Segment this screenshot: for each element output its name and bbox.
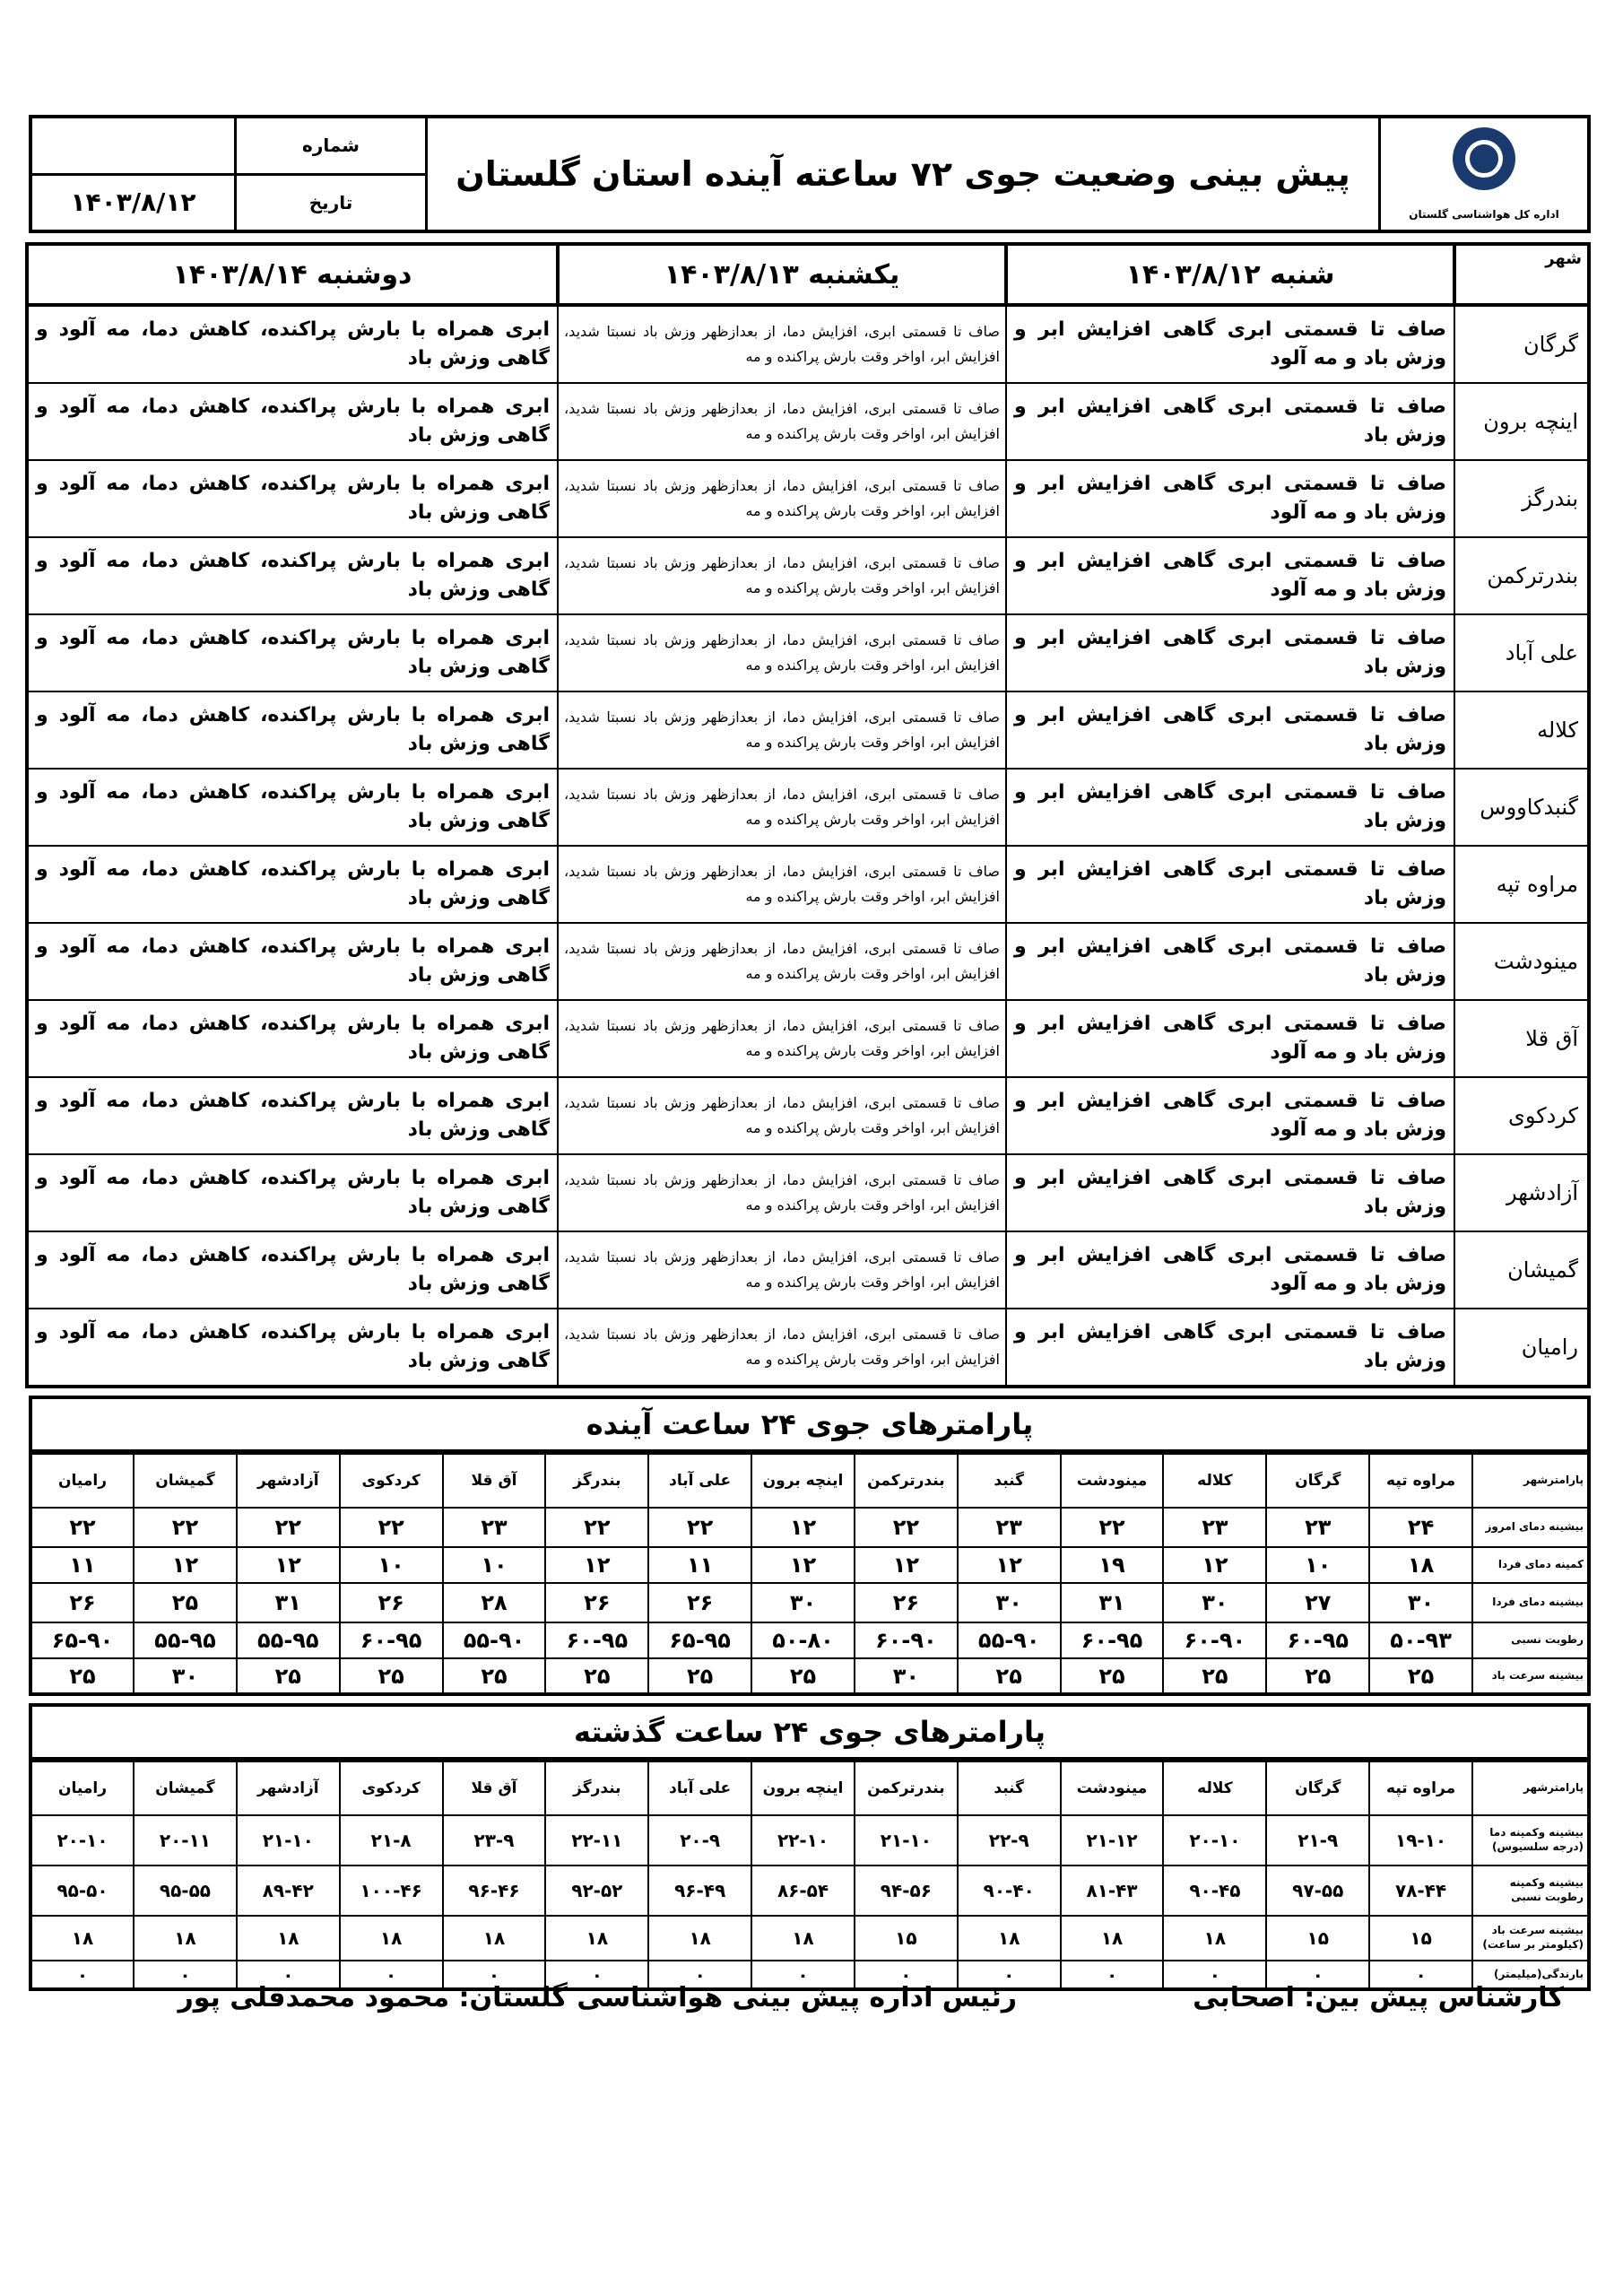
param-value: ۰ [237, 1961, 340, 1989]
param-value: ۳۱ [237, 1583, 340, 1622]
param-city-header: کردکوی [340, 1761, 443, 1815]
forecast-row [27, 923, 1589, 1000]
forecast-city: آزادشهر [1454, 1154, 1589, 1231]
param-value: ۱۹ [1061, 1547, 1164, 1583]
param-city-header: آزادشهر [237, 1761, 340, 1815]
param-value: ۲۳-۹ [443, 1815, 546, 1866]
param-value: ۱۸ [751, 1916, 855, 1961]
param-value: ۲۲ [1061, 1508, 1164, 1547]
param-value: ۱۵ [1369, 1916, 1472, 1961]
param-value: ۲۰-۹ [648, 1815, 751, 1866]
param-row-label: بیشینه دمای فردا [1472, 1583, 1589, 1622]
param-corner: پارامترشهر [1472, 1454, 1589, 1508]
forecast-city: اینچه برون [1454, 383, 1589, 460]
param-value: ۲۵ [648, 1658, 751, 1694]
param-value: ۶۰-۹۵ [545, 1622, 648, 1658]
param-city-header: کلاله [1163, 1454, 1266, 1508]
param-value: ۱۸ [134, 1916, 237, 1961]
forecast-row [27, 460, 1589, 537]
param-value: ۱۸ [1061, 1916, 1164, 1961]
param-value: ۱۹-۱۰ [1369, 1815, 1472, 1866]
forecast-city: کردکوی [1454, 1077, 1589, 1154]
param-row [30, 1916, 1589, 1961]
forecast-day2-text: صاف تا قسمتی ابری، افزایش دما، از بعدازظهر وزش باد نسبتا شدید، افزایش ابر، اواخر وقت بارش پراکنده و مه [558, 305, 1006, 383]
next24-title: پارامترهای جوی ۲۴ ساعت آینده [29, 1396, 1591, 1453]
forecaster-name: کارشناس پیش بین: اصحابی [1193, 1982, 1564, 2013]
param-value: ۸۹-۴۲ [237, 1866, 340, 1916]
param-value: ۲۳ [958, 1508, 1061, 1547]
forecast-day3-text: ابری همراه با بارش پراکنده، کاهش دما، مه آلود و گاهی وزش باد [27, 769, 558, 846]
param-value: ۱۱ [648, 1547, 751, 1583]
param-city-header: بندرترکمن [855, 1761, 958, 1815]
param-value: ۲۰-۱۰ [1163, 1815, 1266, 1866]
param-value: ۲۲ [855, 1508, 958, 1547]
param-value: ۵۰-۸۰ [751, 1622, 855, 1658]
param-value: ۲۰-۱۱ [134, 1815, 237, 1866]
forecast-row [27, 846, 1589, 923]
forecast-day3-text: ابری همراه با بارش پراکنده، کاهش دما، مه آلود و گاهی وزش باد [27, 1000, 558, 1077]
forecast-day2-text: صاف تا قسمتی ابری، افزایش دما، از بعدازظهر وزش باد نسبتا شدید، افزایش ابر، اواخر وقت بارش پراکنده و مه [558, 769, 1006, 846]
meteorology-logo-icon [1453, 127, 1515, 190]
param-value: ۹۶-۴۹ [648, 1866, 751, 1916]
param-city-header: آق قلا [443, 1761, 546, 1815]
forecast-day1-text: صاف تا قسمتی ابری گاهی افزایش ابر و وزش باد و مه آلود [1006, 1231, 1454, 1309]
param-value: ۰ [751, 1961, 855, 1989]
forecast-day1-text: صاف تا قسمتی ابری گاهی افزایش ابر و وزش باد [1006, 614, 1454, 691]
param-city-header: گمیشان [134, 1454, 237, 1508]
param-row-label: بارندگی(میلیمتر) [1472, 1961, 1589, 1989]
param-value: ۱۰ [340, 1547, 443, 1583]
param-corner: پارامترشهر [1472, 1761, 1589, 1815]
forecast-day1-text: صاف تا قسمتی ابری گاهی افزایش ابر و وزش باد [1006, 1154, 1454, 1231]
param-value: ۹۷-۵۵ [1266, 1866, 1369, 1916]
param-row [30, 1622, 1589, 1658]
forecast-day1-text: صاف تا قسمتی ابری گاهی افزایش ابر و وزش باد و مه آلود [1006, 305, 1454, 383]
param-city-header: گنبد [958, 1454, 1061, 1508]
param-value: ۳۱ [1061, 1583, 1164, 1622]
forecast-day2-text: صاف تا قسمتی ابری، افزایش دما، از بعدازظهر وزش باد نسبتا شدید، افزایش ابر، اواخر وقت بارش پراکنده و مه [558, 1309, 1006, 1387]
forecast-row [27, 1154, 1589, 1231]
param-row-label: رطوبت نسبی [1472, 1622, 1589, 1658]
param-header-row [30, 1761, 1589, 1815]
param-value: ۳۰ [1369, 1583, 1472, 1622]
param-value: ۱۲ [545, 1547, 648, 1583]
param-value: ۰ [1266, 1961, 1369, 1989]
forecast-day3-text: ابری همراه با بارش پراکنده، کاهش دما، مه آلود و گاهی وزش باد [27, 614, 558, 691]
forecast-day1-text: صاف تا قسمتی ابری گاهی افزایش ابر و وزش باد [1006, 846, 1454, 923]
param-value: ۰ [1061, 1961, 1164, 1989]
param-row [30, 1658, 1589, 1694]
param-value: ۸۶-۵۴ [751, 1866, 855, 1916]
param-value: ۲۸ [443, 1583, 546, 1622]
forecast-day2-text: صاف تا قسمتی ابری، افزایش دما، از بعدازظهر وزش باد نسبتا شدید، افزایش ابر، اواخر وقت بارش پراکنده و مه [558, 614, 1006, 691]
param-value: ۶۰-۹۰ [855, 1622, 958, 1658]
param-row-label: بیشینه سرعت باد [1472, 1658, 1589, 1694]
param-value: ۱۵ [855, 1916, 958, 1961]
forecast-day3-text: ابری همراه با بارش پراکنده، کاهش دما، مه آلود و گاهی وزش باد [27, 1231, 558, 1309]
forecast-city: مراوه تپه [1454, 846, 1589, 923]
param-value: ۲۵ [443, 1658, 546, 1694]
forecast-city: بندرترکمن [1454, 537, 1589, 614]
forecast-row [27, 383, 1589, 460]
forecast-row [27, 691, 1589, 769]
param-value: ۳۰ [134, 1658, 237, 1694]
number-value [30, 117, 236, 174]
param-value: ۲۶ [855, 1583, 958, 1622]
param-value: ۶۰-۹۰ [1163, 1622, 1266, 1658]
forecast-city: بندرگز [1454, 460, 1589, 537]
param-value: ۹۵-۵۰ [30, 1866, 134, 1916]
param-value: ۲۵ [545, 1658, 648, 1694]
param-value: ۲۲-۱۰ [751, 1815, 855, 1866]
param-value: ۰ [1163, 1961, 1266, 1989]
param-value: ۲۵ [340, 1658, 443, 1694]
param-value: ۱۲ [855, 1547, 958, 1583]
param-value: ۱۲ [751, 1547, 855, 1583]
param-value: ۲۲-۱۱ [545, 1815, 648, 1866]
param-value: ۰ [443, 1961, 546, 1989]
param-row [30, 1866, 1589, 1916]
param-value: ۵۰-۹۳ [1369, 1622, 1472, 1658]
day-header: یکشنبه ۱۴۰۳/۸/۱۳ [558, 244, 1006, 305]
param-value: ۲۶ [30, 1583, 134, 1622]
signature-line [29, 1982, 1591, 2027]
forecast-day3-text: ابری همراه با بارش پراکنده، کاهش دما، مه آلود و گاهی وزش باد [27, 1154, 558, 1231]
param-value: ۹۶-۴۶ [443, 1866, 546, 1916]
param-value: ۱۰۰-۴۶ [340, 1866, 443, 1916]
param-city-header: مینودشت [1061, 1454, 1164, 1508]
param-value: ۲۷ [1266, 1583, 1369, 1622]
forecast-row [27, 614, 1589, 691]
forecast-day2-text: صاف تا قسمتی ابری، افزایش دما، از بعدازظهر وزش باد نسبتا شدید، افزایش ابر، اواخر وقت بارش پراکنده و مه [558, 1154, 1006, 1231]
param-row [30, 1547, 1589, 1583]
param-value: ۹۴-۵۶ [855, 1866, 958, 1916]
forecast-day3-text: ابری همراه با بارش پراکنده، کاهش دما، مه آلود و گاهی وزش باد [27, 691, 558, 769]
param-city-header: گرگان [1266, 1761, 1369, 1815]
param-value: ۲۲ [545, 1508, 648, 1547]
param-value: ۲۱-۹ [1266, 1815, 1369, 1866]
forecast-day3-text: ابری همراه با بارش پراکنده، کاهش دما، مه آلود و گاهی وزش باد [27, 923, 558, 1000]
param-value: ۹۰-۴۵ [1163, 1866, 1266, 1916]
param-city-header: مینودشت [1061, 1761, 1164, 1815]
param-value: ۲۴ [1369, 1508, 1472, 1547]
forecast-row [27, 769, 1589, 846]
forecast-document [29, 115, 1591, 1991]
param-value: ۲۲ [340, 1508, 443, 1547]
param-header-row [30, 1454, 1589, 1508]
forecast-day2-text: صاف تا قسمتی ابری، افزایش دما، از بعدازظهر وزش باد نسبتا شدید، افزایش ابر، اواخر وقت بارش پراکنده و مه [558, 537, 1006, 614]
param-city-header: کردکوی [340, 1454, 443, 1508]
forecast-table [25, 242, 1591, 1388]
param-value: ۲۵ [237, 1658, 340, 1694]
param-value: ۰ [648, 1961, 751, 1989]
param-value: ۶۰-۹۵ [340, 1622, 443, 1658]
param-value: ۲۵ [1163, 1658, 1266, 1694]
param-city-header: اینچه برون [751, 1761, 855, 1815]
param-value: ۲۱-۸ [340, 1815, 443, 1866]
param-value: ۲۳ [1163, 1508, 1266, 1547]
param-row-label: بیشینه وکمینه رطوبت نسبی [1472, 1866, 1589, 1916]
param-value: ۰ [545, 1961, 648, 1989]
param-value: ۲۱-۱۲ [1061, 1815, 1164, 1866]
param-value: ۲۲ [237, 1508, 340, 1547]
forecast-day3-text: ابری همراه با بارش پراکنده، کاهش دما، مه آلود و گاهی وزش باد [27, 537, 558, 614]
forecast-day2-text: صاف تا قسمتی ابری، افزایش دما، از بعدازظهر وزش باد نسبتا شدید، افزایش ابر، اواخر وقت بارش پراکنده و مه [558, 691, 1006, 769]
param-value: ۰ [340, 1961, 443, 1989]
param-value: ۳۰ [958, 1583, 1061, 1622]
param-row [30, 1508, 1589, 1547]
param-value: ۲۳ [443, 1508, 546, 1547]
param-value: ۰ [30, 1961, 134, 1989]
param-value: ۱۸ [545, 1916, 648, 1961]
forecast-day2-text: صاف تا قسمتی ابری، افزایش دما، از بعدازظهر وزش باد نسبتا شدید، افزایش ابر، اواخر وقت بارش پراکنده و مه [558, 460, 1006, 537]
param-row-label: بیشینه سرعت باد (کیلومتر بر ساعت) [1472, 1916, 1589, 1961]
param-city-header: گرگان [1266, 1454, 1369, 1508]
forecast-row [27, 1077, 1589, 1154]
logo-caption: اداره کل هواشناسی گلستان [1409, 208, 1559, 221]
forecast-city: گرگان [1454, 305, 1589, 383]
param-value: ۱۰ [443, 1547, 546, 1583]
param-value: ۱۸ [443, 1916, 546, 1961]
param-value: ۵۵-۹۰ [443, 1622, 546, 1658]
param-value: ۲۳ [1266, 1508, 1369, 1547]
param-value: ۹۲-۵۲ [545, 1866, 648, 1916]
day-header: شنبه ۱۴۰۳/۸/۱۲ [1006, 244, 1454, 305]
forecast-city: گنبدکاووس [1454, 769, 1589, 846]
param-row [30, 1583, 1589, 1622]
forecast-day2-text: صاف تا قسمتی ابری، افزایش دما، از بعدازظهر وزش باد نسبتا شدید، افزایش ابر، اواخر وقت بارش پراکنده و مه [558, 1000, 1006, 1077]
page-title: پیش بینی وضعیت جوی ۷۲ ساعته آینده استان گلستان [427, 117, 1380, 231]
param-value: ۲۰-۱۰ [30, 1815, 134, 1866]
forecast-city: علی آباد [1454, 614, 1589, 691]
param-value: ۲۶ [340, 1583, 443, 1622]
param-value: ۳۰ [1163, 1583, 1266, 1622]
param-value: ۱۱ [30, 1547, 134, 1583]
param-value: ۱۸ [648, 1916, 751, 1961]
forecast-day3-text: ابری همراه با بارش پراکنده، کاهش دما، مه آلود و گاهی وزش باد [27, 846, 558, 923]
param-value: ۱۸ [958, 1916, 1061, 1961]
param-row [30, 1815, 1589, 1866]
param-value: ۲۲ [134, 1508, 237, 1547]
param-city-header: رامیان [30, 1761, 134, 1815]
date-label: تاریخ [236, 174, 427, 231]
param-value: ۲۲ [30, 1508, 134, 1547]
param-value: ۲۲-۹ [958, 1815, 1061, 1866]
forecast-row [27, 537, 1589, 614]
param-value: ۷۸-۴۴ [1369, 1866, 1472, 1916]
forecast-city: رامیان [1454, 1309, 1589, 1387]
forecast-day3-text: ابری همراه با بارش پراکنده، کاهش دما، مه آلود و گاهی وزش باد [27, 1077, 558, 1154]
param-value: ۶۰-۹۵ [1061, 1622, 1164, 1658]
param-city-header: رامیان [30, 1454, 134, 1508]
header-table [29, 115, 1591, 233]
param-value: ۰ [855, 1961, 958, 1989]
forecast-day3-text: ابری همراه با بارش پراکنده، کاهش دما، مه آلود و گاهی وزش باد [27, 1309, 558, 1387]
forecast-day1-text: صاف تا قسمتی ابری گاهی افزایش ابر و وزش باد و مه آلود [1006, 1077, 1454, 1154]
forecast-row [27, 1000, 1589, 1077]
param-city-header: علی آباد [648, 1761, 751, 1815]
param-value: ۲۵ [1369, 1658, 1472, 1694]
param-value: ۱۸ [30, 1916, 134, 1961]
param-value: ۳۰ [855, 1658, 958, 1694]
forecast-day1-text: صاف تا قسمتی ابری گاهی افزایش ابر و وزش باد [1006, 691, 1454, 769]
forecast-city: گمیشان [1454, 1231, 1589, 1309]
forecast-city: مینودشت [1454, 923, 1589, 1000]
param-row-label: کمینه دمای فردا [1472, 1547, 1589, 1583]
param-value: ۱۲ [1163, 1547, 1266, 1583]
forecast-day1-text: صاف تا قسمتی ابری گاهی افزایش ابر و وزش باد [1006, 1309, 1454, 1387]
past24-table [29, 1761, 1591, 1991]
param-value: ۲۶ [648, 1583, 751, 1622]
param-value: ۶۵-۹۰ [30, 1622, 134, 1658]
param-row-label: بیشینه دمای امروز [1472, 1508, 1589, 1547]
param-value: ۵۵-۹۵ [134, 1622, 237, 1658]
param-value: ۱۲ [134, 1547, 237, 1583]
param-value: ۲۵ [958, 1658, 1061, 1694]
param-city-header: مراوه تپه [1369, 1454, 1472, 1508]
param-value: ۱۰ [1266, 1547, 1369, 1583]
param-value: ۱۲ [751, 1508, 855, 1547]
param-city-header: علی آباد [648, 1454, 751, 1508]
logo [1380, 117, 1590, 231]
param-value: ۲۵ [30, 1658, 134, 1694]
param-city-header: اینچه برون [751, 1454, 855, 1508]
param-city-header: بندرگز [545, 1761, 648, 1815]
param-value: ۲۵ [134, 1583, 237, 1622]
forecast-row [27, 1309, 1589, 1387]
forecast-city: کلاله [1454, 691, 1589, 769]
param-value: ۵۵-۹۵ [237, 1622, 340, 1658]
param-value: ۱۸ [340, 1916, 443, 1961]
param-value: ۱۲ [237, 1547, 340, 1583]
date-value: ۱۴۰۳/۸/۱۲ [30, 174, 236, 231]
forecast-day2-text: صاف تا قسمتی ابری، افزایش دما، از بعدازظهر وزش باد نسبتا شدید، افزایش ابر، اواخر وقت بارش پراکنده و مه [558, 923, 1006, 1000]
param-value: ۰ [134, 1961, 237, 1989]
forecast-day2-text: صاف تا قسمتی ابری، افزایش دما، از بعدازظهر وزش باد نسبتا شدید، افزایش ابر، اواخر وقت بارش پراکنده و مه [558, 383, 1006, 460]
param-value: ۲۲ [648, 1508, 751, 1547]
param-row-label: بیشینه وکمینه دما (درجه سلسیوس) [1472, 1815, 1589, 1866]
forecast-day3-text: ابری همراه با بارش پراکنده، کاهش دما، مه آلود و گاهی وزش باد [27, 305, 558, 383]
forecast-day1-text: صاف تا قسمتی ابری گاهی افزایش ابر و وزش باد [1006, 383, 1454, 460]
day-header: دوشنبه ۱۴۰۳/۸/۱۴ [27, 244, 558, 305]
param-value: ۱۸ [1163, 1916, 1266, 1961]
head-name: رئیس اداره پیش بینی هواشناسی گلستان: محمود محمدقلی پور [178, 1982, 1017, 2013]
param-value: ۳۰ [751, 1583, 855, 1622]
param-city-header: مراوه تپه [1369, 1761, 1472, 1815]
forecast-day1-text: صاف تا قسمتی ابری گاهی افزایش ابر و وزش باد و مه آلود [1006, 1000, 1454, 1077]
param-value: ۶۰-۹۵ [1266, 1622, 1369, 1658]
param-value: ۸۱-۴۳ [1061, 1866, 1164, 1916]
param-value: ۲۵ [751, 1658, 855, 1694]
param-value: ۵۵-۹۰ [958, 1622, 1061, 1658]
forecast-day3-text: ابری همراه با بارش پراکنده، کاهش دما، مه آلود و گاهی وزش باد [27, 383, 558, 460]
past24-title: پارامترهای جوی ۲۴ ساعت گذشته [29, 1703, 1591, 1761]
forecast-row [27, 1231, 1589, 1309]
param-city-header: بندرترکمن [855, 1454, 958, 1508]
forecast-day1-text: صاف تا قسمتی ابری گاهی افزایش ابر و وزش باد و مه آلود [1006, 460, 1454, 537]
param-value: ۹۵-۵۵ [134, 1866, 237, 1916]
forecast-day1-text: صاف تا قسمتی ابری گاهی افزایش ابر و وزش باد [1006, 769, 1454, 846]
param-value: ۱۸ [1369, 1547, 1472, 1583]
forecast-day2-text: صاف تا قسمتی ابری، افزایش دما، از بعدازظهر وزش باد نسبتا شدید، افزایش ابر، اواخر وقت بارش پراکنده و مه [558, 1231, 1006, 1309]
forecast-day3-text: ابری همراه با بارش پراکنده، کاهش دما، مه آلود و گاهی وزش باد [27, 460, 558, 537]
forecast-day2-text: صاف تا قسمتی ابری، افزایش دما، از بعدازظهر وزش باد نسبتا شدید، افزایش ابر، اواخر وقت بارش پراکنده و مه [558, 846, 1006, 923]
forecast-day2-text: صاف تا قسمتی ابری، افزایش دما، از بعدازظهر وزش باد نسبتا شدید، افزایش ابر، اواخر وقت بارش پراکنده و مه [558, 1077, 1006, 1154]
param-city-header: گمیشان [134, 1761, 237, 1815]
param-value: ۶۵-۹۵ [648, 1622, 751, 1658]
next24-table [29, 1453, 1591, 1696]
param-city-header: گنبد [958, 1761, 1061, 1815]
param-city-header: کلاله [1163, 1761, 1266, 1815]
forecast-day1-text: صاف تا قسمتی ابری گاهی افزایش ابر و وزش باد و مه آلود [1006, 537, 1454, 614]
city-header: شهر [1454, 244, 1589, 305]
param-value: ۱۸ [237, 1916, 340, 1961]
param-city-header: آق قلا [443, 1454, 546, 1508]
param-value: ۲۵ [1061, 1658, 1164, 1694]
param-value: ۲۱-۱۰ [855, 1815, 958, 1866]
forecast-day1-text: صاف تا قسمتی ابری گاهی افزایش ابر و وزش باد [1006, 923, 1454, 1000]
param-value: ۲۶ [545, 1583, 648, 1622]
forecast-city: آق قلا [1454, 1000, 1589, 1077]
param-value: ۱۵ [1266, 1916, 1369, 1961]
number-label: شماره [236, 117, 427, 174]
param-city-header: بندرگز [545, 1454, 648, 1508]
param-value: ۲۵ [1266, 1658, 1369, 1694]
param-value: ۰ [958, 1961, 1061, 1989]
param-value: ۲۱-۱۰ [237, 1815, 340, 1866]
param-value: ۱۲ [958, 1547, 1061, 1583]
param-value: ۰ [1369, 1961, 1472, 1989]
param-city-header: آزادشهر [237, 1454, 340, 1508]
param-value: ۹۰-۴۰ [958, 1866, 1061, 1916]
forecast-row [27, 305, 1589, 383]
